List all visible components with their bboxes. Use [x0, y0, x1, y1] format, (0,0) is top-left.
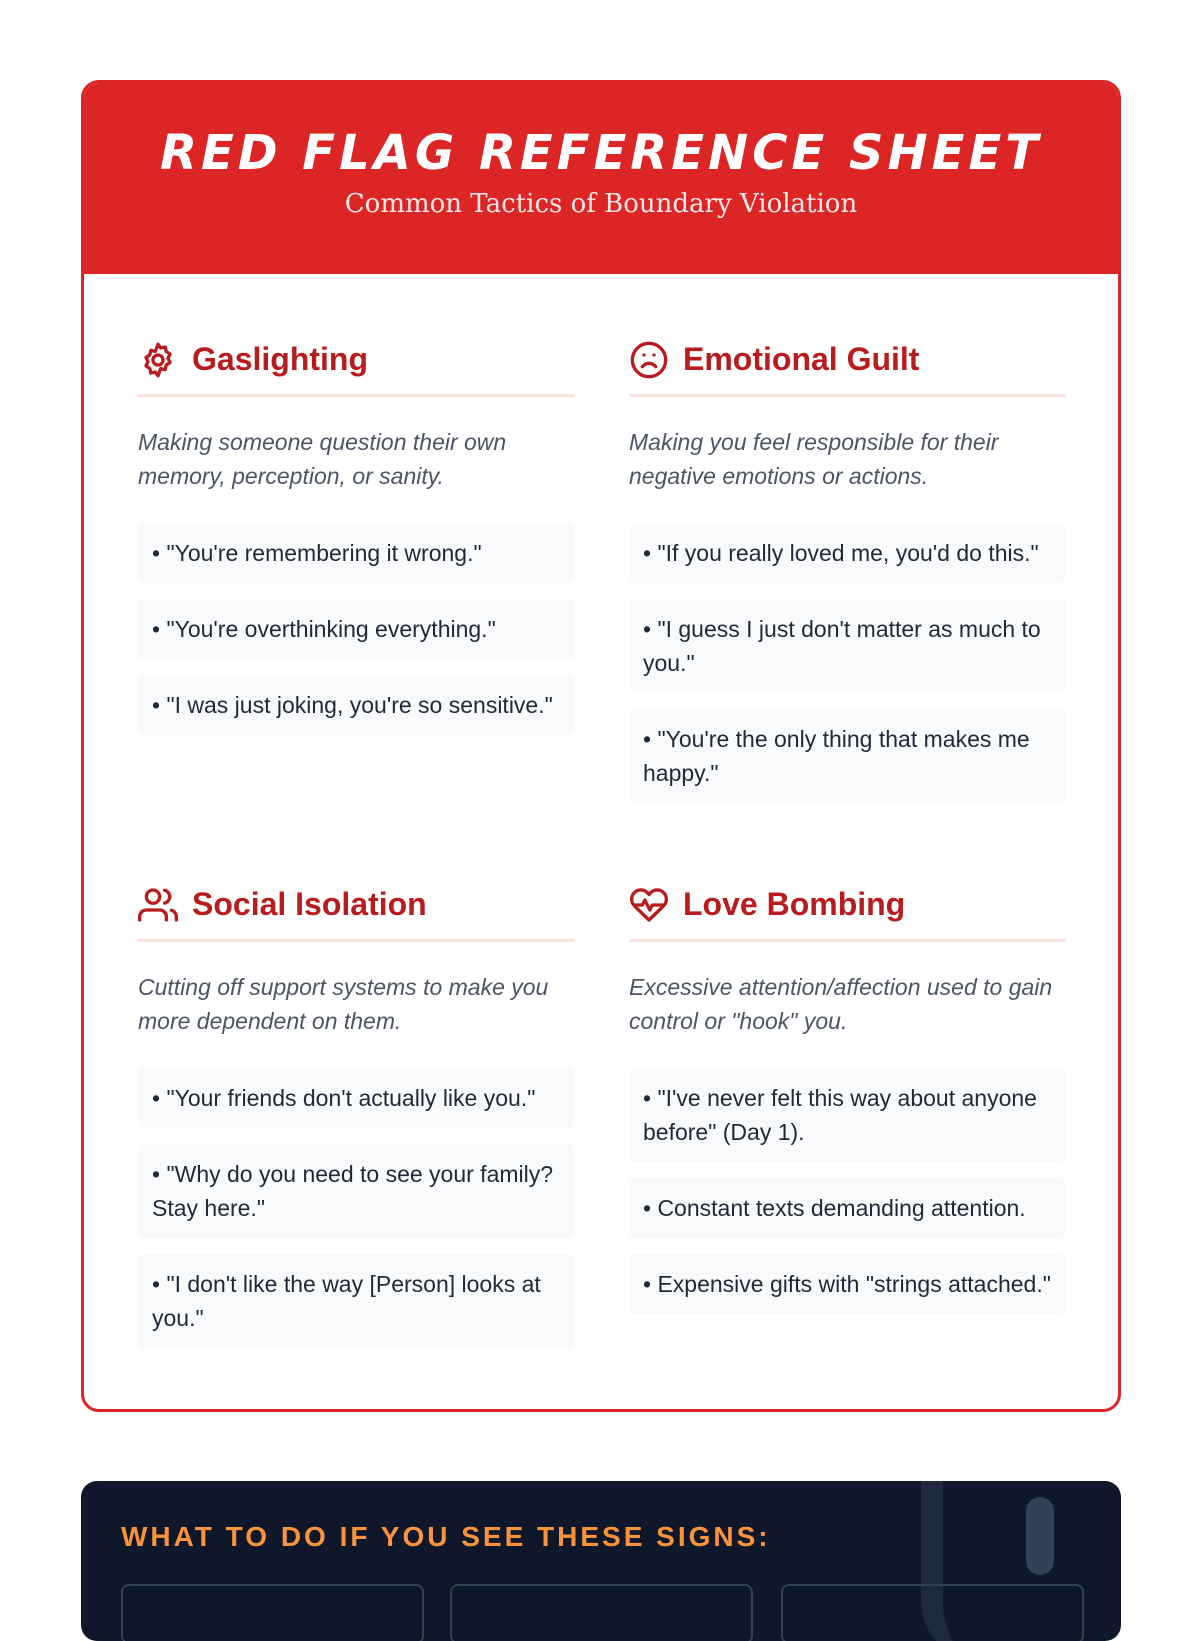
example-list: [629, 1068, 1066, 1314]
frown-face-icon: [629, 340, 669, 380]
action-panel-title: WHAT TO DO IF YOU SEE THESE SIGNS:: [121, 1521, 771, 1552]
tactic-card-love-bombing: [629, 876, 1066, 1330]
example-quote: • Constant texts demanding attention.: [629, 1178, 1066, 1238]
card-description: Making someone question their own memory, perception, or sanity.: [138, 429, 507, 489]
action-card: [121, 1584, 424, 1641]
card-header: [629, 331, 1066, 397]
card-header: [138, 876, 575, 942]
action-card: [781, 1584, 1084, 1641]
card-title: Social Isolation: [192, 886, 427, 922]
sheet-header: [84, 83, 1118, 274]
example-list: [138, 1068, 575, 1348]
example-quote: • Expensive gifts with "strings attached.": [629, 1254, 1066, 1314]
sheet-title: RED FLAG REFERENCE SHEET: [160, 125, 1042, 181]
sheet-subtitle: Common Tactics of Boundary Violation: [344, 189, 858, 219]
example-quote: • "If you really loved me, you'd do this.": [629, 523, 1066, 583]
example-quote: • "Your friends don't actually like you.": [138, 1068, 575, 1128]
card-description: Cutting off support systems to make you more dependent on them.: [138, 974, 549, 1034]
card-title: Gaslighting: [192, 341, 368, 377]
example-quote: • "I guess I just don't matter as much to you.": [629, 599, 1066, 693]
card-description: Making you feel responsible for their negative emotions or actions.: [629, 429, 999, 489]
tactic-card-emotional-guilt: [629, 331, 1066, 819]
gear-icon: [138, 340, 178, 380]
action-card: [450, 1584, 753, 1641]
card-header: [629, 876, 1066, 942]
tactic-card-gaslighting: [138, 331, 575, 751]
action-panel: [81, 1481, 1121, 1641]
card-description: Excessive attention/affection used to gain control or "hook" you.: [629, 974, 1053, 1034]
example-list: [138, 523, 575, 735]
heart-pulse-icon: [629, 885, 669, 925]
example-quote: • "You're the only thing that makes me happy.": [629, 709, 1066, 803]
example-quote: • "You're overthinking everything.": [138, 599, 575, 659]
card-title: Emotional Guilt: [683, 341, 920, 377]
card-title: Love Bombing: [683, 886, 906, 922]
tactic-card-social-isolation: [138, 876, 575, 1364]
example-list: [629, 523, 1066, 803]
card-header: [138, 331, 575, 397]
example-quote: • "I've never felt this way about anyone before" (Day 1).: [629, 1068, 1066, 1162]
example-quote: • "You're remembering it wrong.": [138, 523, 575, 583]
example-quote: • "Why do you need to see your family? Stay here.": [138, 1144, 575, 1238]
users-icon: [138, 885, 178, 925]
example-quote: • "I was just joking, you're so sensitive.": [138, 675, 575, 735]
decorative-pill: [1026, 1497, 1054, 1575]
example-quote: • "I don't like the way [Person] looks at you.": [138, 1254, 575, 1348]
reference-sheet: [81, 80, 1121, 1412]
